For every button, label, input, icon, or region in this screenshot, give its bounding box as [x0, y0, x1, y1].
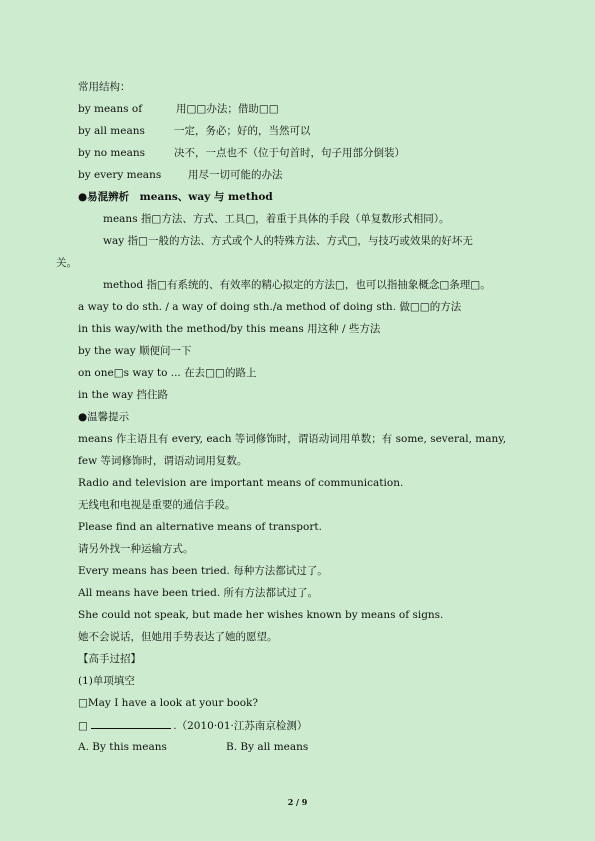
phrase-definition: 用□□办法；借助□□ — [176, 103, 279, 115]
text-line: in the way 挡住路 — [78, 389, 169, 401]
phrase-term: by means of — [78, 103, 143, 115]
phrase-term: by no means — [78, 147, 145, 159]
example-translation: 她不会说话，但她用手势表达了她的愿望。 — [78, 631, 278, 643]
section-heading: ●温馨提示 — [78, 411, 130, 423]
example-translation: 请另外找一种运输方式。 — [78, 543, 194, 555]
example-sentence: All means have been tried. 所有方法都试过了。 — [78, 587, 319, 599]
option-b[interactable]: B. By all means — [226, 741, 309, 753]
text-line: way 指□一般的方法、方式或个人的特殊方法、方式□，与技巧或效果的好坏无 — [103, 235, 473, 247]
phrase-row — [78, 146, 405, 160]
section-heading: ●易混辨析 means、way 与 method — [78, 191, 273, 203]
example-sentence: Please find an alternative means of transport. — [78, 521, 322, 533]
section-heading: 【高手过招】 — [78, 653, 141, 665]
example-sentence: She could not speak, but made her wishes known by means of signs. — [78, 609, 444, 621]
answer-blank[interactable] — [91, 718, 171, 729]
exercise-source: .（2010·01·江苏南京检测） — [173, 720, 308, 732]
option-a[interactable]: A. By this means — [78, 741, 167, 753]
text-line: method 指□有系统的、有效率的精心拟定的方法□，也可以指抽象概念□条理□。 — [103, 279, 491, 291]
page-number: 2 / 9 — [287, 797, 308, 807]
exercise-title: (1)单项填空 — [78, 675, 135, 687]
phrase-row — [78, 102, 279, 116]
example-translation: 无线电和电视是重要的通信手段。 — [78, 499, 236, 511]
options-row — [78, 740, 378, 754]
text-line: on one□s way to ... 在去□□的路上 — [78, 367, 257, 379]
text-line: 关。 — [56, 257, 77, 269]
phrase-definition: 用尽一切可能的办法 — [188, 169, 283, 181]
text-line: in this way/with the method/by this means 用这种 / 些方法 — [78, 323, 381, 335]
exercise-prompt: □May I have a look at your book? — [78, 697, 259, 709]
phrase-row — [78, 124, 311, 138]
phrase-term: by every means — [78, 169, 162, 181]
example-sentence: Every means has been tried. 每种方法都试过了。 — [78, 565, 328, 577]
example-sentence: Radio and television are important means of communication. — [78, 477, 404, 489]
text-line: a way to do sth. / a way of doing sth./a method of doing sth. 做□□的方法 — [78, 301, 462, 313]
phrase-definition: 一定，务必；好的，当然可以 — [174, 125, 311, 137]
phrase-row — [78, 168, 283, 182]
exercise-answer-line — [78, 718, 307, 733]
text-line: by the way 顺便问一下 — [78, 345, 192, 357]
text-line: few 等词修饰时，谓语动词用复数。 — [78, 455, 248, 467]
text-line: means 指□方法、方式、工具□，着重于具体的手段（单复数形式相同）。 — [103, 213, 450, 225]
phrase-definition: 决不，一点也不（位于句首时，句子用部分倒装） — [174, 147, 405, 159]
text-line: 常用结构： — [78, 81, 131, 93]
text-line: means 作主语且有 every, each 等词修饰时，谓语动词用单数；有 some, several, many, — [78, 433, 507, 445]
dialogue-marker: □ — [78, 720, 92, 732]
phrase-term: by all means — [78, 125, 145, 137]
